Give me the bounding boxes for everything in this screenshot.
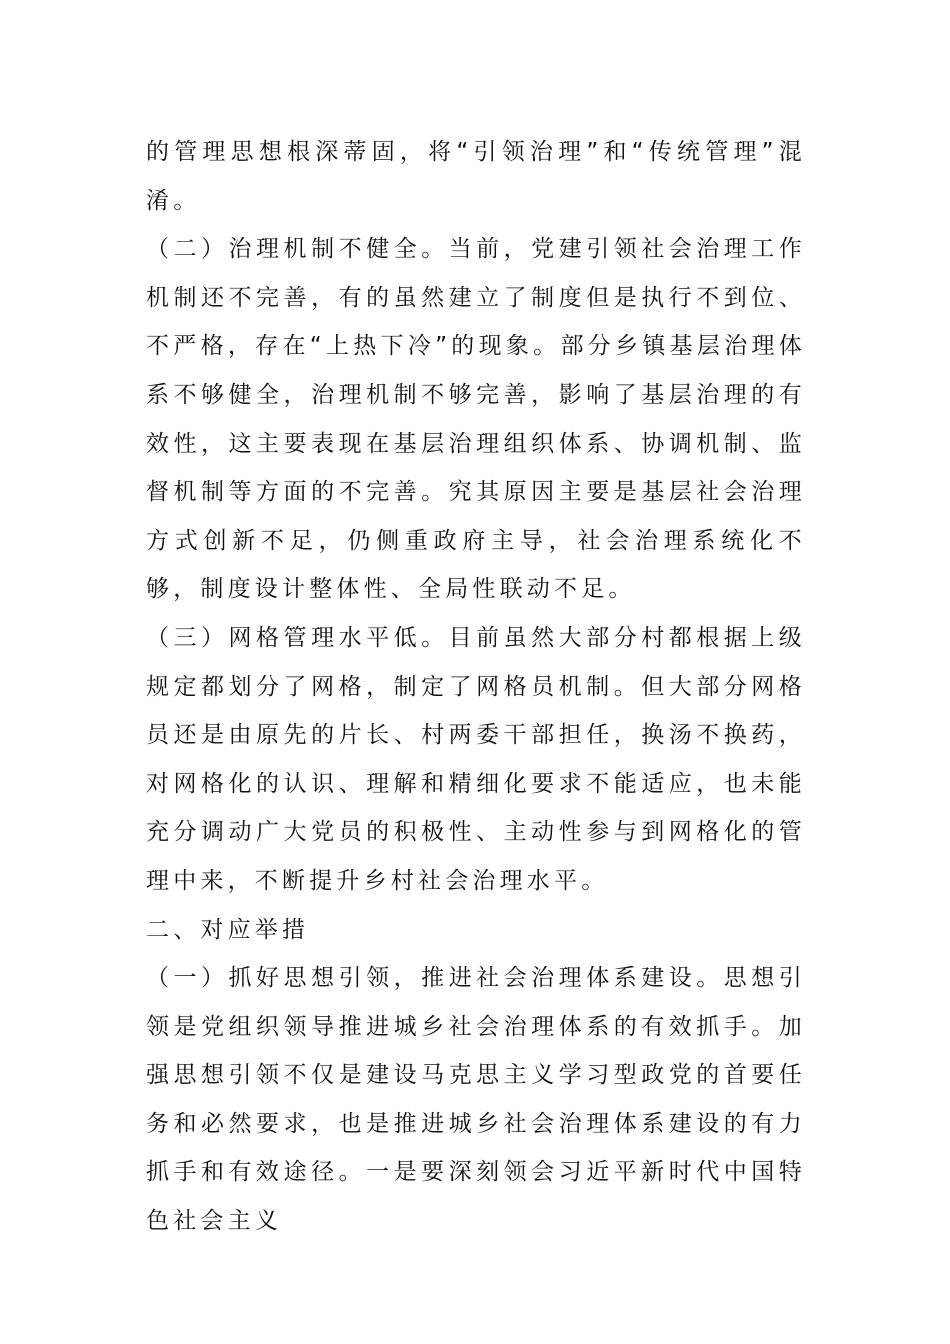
section-heading: 二、对应举措: [146, 916, 310, 943]
paragraph-ideological-guidance: （一）抓好思想引领，推进社会治理体系建设。思想引领是党组织领导推进城乡社会治理体系的有效抓手。加强思想引领不仅是建设马克思主义学习型政党的首要任务和必然要求，也是推进城乡社会治理体系建设的有力抓手和有效途径。一是要深刻领会习近平新时代中国特色社会主义: [146, 965, 806, 1235]
document-body: [146, 128, 806, 1246]
paragraph-governance-mechanism: （二）治理机制不健全。当前，党建引领社会治理工作机制还不完善，有的虽然建立了制度但是执行不到位、不严格，存在“上热下冷”的现象。部分乡镇基层治理体系不够健全，治理机制不够完善，影响了基层治理的有效性，这主要表现在基层治理组织体系、协调机制、监督机制等方面的不完善。究其原因主要是基层社会治理方式创新不足，仍侧重政府主导，社会治理系统化不够，制度设计整体性、全局性联动不足。: [146, 236, 806, 603]
paragraph-continuation: 的管理思想根深蒂固，将“引领治理”和“传统管理”混淆。: [146, 139, 806, 214]
paragraph-grid-management: （三）网格管理水平低。目前虽然大部分村都根据上级规定都划分了网格，制定了网格员机制。但大部分网格员还是由原先的片长、村两委干部担任，换汤不换药，对网格化的认识、理解和精细化要求不能适应，也未能充分调动广大党员的积极性、主动性参与到网格化的管理中来，不断提升乡村社会治理水平。: [146, 624, 806, 894]
